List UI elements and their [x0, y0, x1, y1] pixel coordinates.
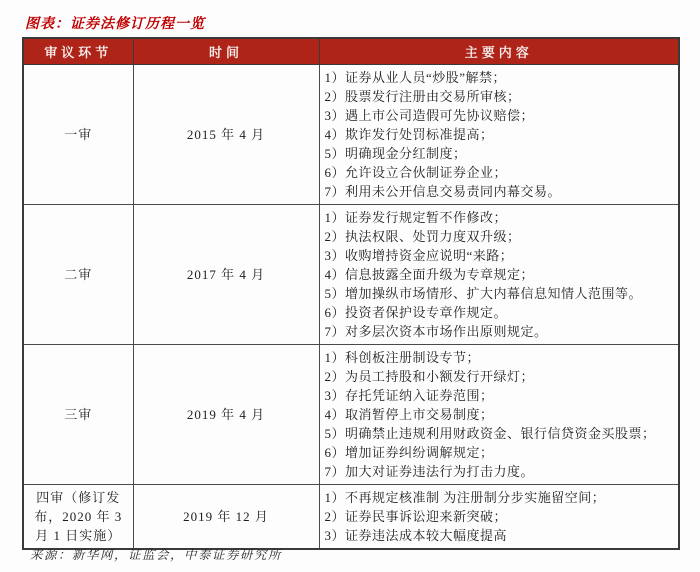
content-item: 1）不再规定核准制 为注册制分步实施留空间； — [324, 490, 606, 505]
content-item: 3）收购增持资金应说明“来路； — [324, 248, 514, 263]
content-item: 7）利用未公开信息交易责同内幕交易。 — [324, 184, 562, 199]
content-cell — [319, 65, 679, 205]
content-item: 1）证券从业人员“炒股”解禁； — [324, 70, 507, 85]
content-item: 5）明确禁止违规利用财政资金、银行信贷资金买股票； — [324, 426, 656, 441]
source-note: 来源：新华网，证监会，中泰证券研究所 — [30, 548, 283, 562]
stage-cell: 四审（修订发布，2020 年 3 月 1 日实施） — [23, 485, 133, 550]
stage-cell: 一审 — [23, 65, 133, 205]
content-item: 7）加大对证券违法行为打击力度。 — [324, 464, 535, 479]
column-header-time: 时间 — [133, 38, 319, 65]
content-item: 7）对多层次资本市场作出原则规定。 — [324, 324, 548, 339]
time-cell: 2015 年 4 月 — [133, 65, 319, 205]
content-item: 3）存托凭证纳入证券范围； — [324, 388, 494, 403]
content-item: 5）增加操纵市场情形、扩大内幕信息知情人范围等。 — [324, 286, 643, 301]
content-item: 6）允许设立合伙制证券企业； — [324, 165, 508, 180]
table-row — [23, 485, 679, 550]
content-item: 6）增加证券纠纷调解规定； — [324, 445, 494, 460]
page-title: 图表：证券法修订历程一览 — [25, 17, 205, 32]
table-row — [23, 65, 679, 205]
table-header-row — [23, 38, 679, 65]
content-item: 1）科创板注册制设专节； — [324, 350, 481, 365]
content-item: 5）明确现金分红制度； — [324, 146, 467, 161]
content-item: 2）执法权限、处罚力度双升级； — [324, 229, 521, 244]
content-item: 4）信息披露全面升级为专章规定； — [324, 267, 535, 282]
time-cell: 2019 年 4 月 — [133, 345, 319, 485]
content-cell — [319, 485, 679, 550]
table-row — [23, 345, 679, 485]
table-row — [23, 205, 679, 345]
content-item: 2）股票发行注册由交易所审核； — [324, 89, 521, 104]
content-item: 2）为员工持股和小额发行开绿灯； — [324, 369, 535, 384]
content-cell — [319, 205, 679, 345]
content-item: 4）取消暂停上市交易制度； — [324, 407, 494, 422]
content-item: 2）证券民事诉讼迎来新突破； — [324, 509, 508, 524]
content-cell — [319, 345, 679, 485]
time-cell: 2019 年 12 月 — [133, 485, 319, 550]
content-item: 3）遇上市公司造假可先协议赔偿； — [324, 108, 535, 123]
content-item: 3）证券违法成本较大幅度提高 — [324, 528, 508, 543]
column-header-stage: 审议环节 — [23, 38, 133, 65]
time-cell: 2017 年 4 月 — [133, 205, 319, 345]
stage-cell: 三审 — [23, 345, 133, 485]
content-item: 1）证券发行规定暂不作修改； — [324, 210, 508, 225]
column-header-content: 主要内容 — [319, 38, 679, 65]
content-item: 6）投资者保护设专章作规定。 — [324, 305, 508, 320]
stage-cell: 二审 — [23, 205, 133, 345]
revision-history-table — [22, 37, 680, 550]
content-item: 4）欺诈发行处罚标准提高； — [324, 127, 494, 142]
